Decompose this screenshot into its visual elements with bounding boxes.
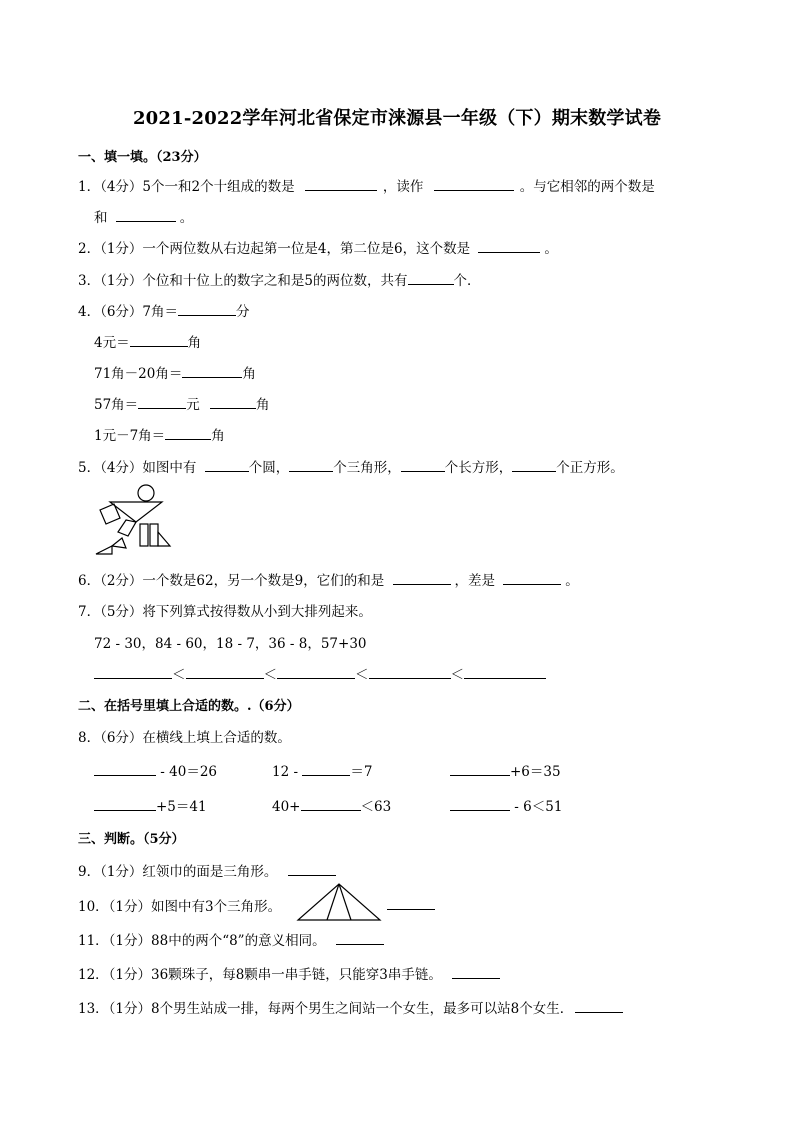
- q7-text-a: 7．（5分）将下列算式按得数从小到大排列起来。: [78, 604, 372, 620]
- q8-row2-col1: [94, 795, 207, 815]
- q2-text-b: 。: [544, 241, 558, 257]
- q8-row1-col2: [272, 760, 372, 780]
- question-2: [78, 237, 558, 257]
- figure-foot-triangle: [96, 546, 112, 554]
- question-4-line-4: [94, 393, 269, 413]
- question-4-line-2: [94, 331, 201, 351]
- q10-text: 10．（1分）如图中有3个三角形。: [78, 899, 282, 915]
- question-4-line-3: [94, 362, 256, 382]
- q10-blank[interactable]: [387, 895, 435, 910]
- q8-r1c2-text-b: ＝7: [350, 764, 373, 780]
- q12-text: 12．（1分）36颗珠子，每8颗串一串手链，只能穿3串手链。: [78, 967, 442, 983]
- q8-blank-3[interactable]: [450, 761, 510, 776]
- q8-row1-col3: [450, 760, 561, 780]
- question-1-line-2: [94, 206, 193, 226]
- q13-text: 13．（1分）8个男生站成一排，每两个男生之间站一个女生，最多可以站8个女生．: [78, 1001, 574, 1017]
- q8-blank-5[interactable]: [301, 796, 361, 811]
- question-13: [78, 997, 623, 1017]
- q4-blank-1[interactable]: [178, 301, 236, 316]
- q3-text-a: 3．（1分）个位和十位上的数字之和是5的两位数，共有: [78, 273, 408, 289]
- q8-row1-col1: [94, 760, 217, 780]
- q4-blank-3[interactable]: [182, 363, 242, 378]
- figure-circle: [138, 485, 154, 501]
- question-6: [78, 569, 579, 589]
- q8-r1c3-text: +6＝35: [510, 764, 561, 780]
- figure-middle-square: [118, 520, 136, 536]
- q1-text-c: 。与它相邻的两个数是: [519, 179, 655, 195]
- q8-r2c2-text-b: ＜63: [360, 799, 392, 815]
- figure-right-triangle: [158, 532, 170, 546]
- figure-rectangle-1: [140, 524, 148, 546]
- q1-text-a: 1．（4分）5个一和2个十组成的数是: [78, 179, 295, 195]
- question-7-order-line: [94, 663, 546, 683]
- q5-text-d: 个长方形，: [444, 460, 513, 476]
- question-7: [78, 600, 372, 620]
- q2-text-a: 2．（1分）一个两位数从右边起第一位是4，第二位是6，这个数是: [78, 241, 471, 257]
- q4-text-5a: 1元－7角＝: [94, 428, 166, 444]
- q8-r1c1-text: - 40＝26: [160, 764, 218, 780]
- q10-answer: [387, 895, 435, 914]
- shapes-figure: [94, 484, 174, 556]
- q5-blank-2[interactable]: [289, 457, 333, 472]
- q7-lt-2: ＜: [263, 667, 277, 683]
- q2-blank[interactable]: [478, 238, 540, 253]
- q4-text-5b: 角: [211, 428, 225, 444]
- question-10: [78, 895, 281, 915]
- q4-text-1a: 4．（6分）7角＝: [78, 304, 179, 320]
- q5-text-e: 个正方形。: [556, 460, 624, 476]
- figure-bottom-triangle: [112, 538, 126, 548]
- q7-blank-1[interactable]: [94, 664, 172, 679]
- q4-blank-6[interactable]: [165, 425, 211, 440]
- q5-text-a: 5．（4分）如图中有: [78, 460, 197, 476]
- question-11: [78, 929, 384, 949]
- q9-blank[interactable]: [288, 861, 336, 876]
- q5-text-c: 个三角形，: [333, 460, 401, 476]
- q8-blank-2[interactable]: [302, 761, 350, 776]
- q1-blank-2[interactable]: [434, 176, 514, 191]
- q4-text-1b: 分: [236, 304, 250, 320]
- q4-text-3a: 71角－20角＝: [94, 366, 183, 382]
- q6-text-b: ，差是: [454, 573, 495, 589]
- question-7-expressions: 72 - 30，84 - 60，18 - 7，36 - 8，57+30: [94, 636, 367, 652]
- question-4: [78, 300, 250, 320]
- q7-blank-3[interactable]: [277, 664, 355, 679]
- q6-text-a: 6．（2分）一个数是62，另一个数是9，它们的和是: [78, 573, 385, 589]
- question-3: [78, 269, 481, 289]
- q12-blank[interactable]: [452, 964, 500, 979]
- q4-text-4c: 角: [255, 397, 270, 413]
- question-5: [78, 456, 624, 476]
- q5-blank-4[interactable]: [512, 457, 556, 472]
- question-8: [78, 726, 291, 746]
- figure-rectangle-2: [150, 524, 158, 546]
- section-2-heading: 二、在括号里填上合适的数。.（6分）: [78, 699, 300, 714]
- q4-text-2b: 角: [187, 335, 202, 351]
- q8-r2c1-text: +5＝41: [156, 799, 207, 815]
- q1-blank-1[interactable]: [305, 176, 377, 191]
- q8-blank-6[interactable]: [450, 796, 510, 811]
- section-1-heading: 一、填一填。（23分）: [78, 150, 207, 165]
- q1-text-d: 和: [94, 210, 108, 226]
- question-9: [78, 860, 336, 880]
- q4-text-2a: 4元＝: [94, 335, 130, 351]
- q6-text-c: 。: [565, 573, 579, 589]
- q8-blank-1[interactable]: [94, 761, 156, 776]
- q7-blank-5[interactable]: [464, 664, 546, 679]
- q6-blank-2[interactable]: [503, 570, 561, 585]
- q4-blank-2[interactable]: [130, 332, 188, 347]
- q9-text: 9．（1分）红领巾的面是三角形。: [78, 864, 278, 880]
- q8-r1c2-text-a: 12 -: [272, 764, 299, 780]
- q1-text-b: ，读作: [382, 179, 424, 195]
- q11-text: 11．（1分）88中的两个“8”的意义相同。: [78, 933, 326, 949]
- page-title: 2021-2022学年河北省保定市涞源县一年级（下）期末数学试卷: [132, 108, 662, 129]
- q4-blank-4[interactable]: [138, 394, 186, 409]
- figure-outer-triangle: [298, 884, 380, 920]
- q7-blank-2[interactable]: [186, 664, 264, 679]
- q4-blank-5[interactable]: [210, 394, 256, 409]
- section-3-heading: 三、判断。（5分）: [78, 832, 185, 847]
- q8-text-a: 8．（6分）在横线上填上合适的数。: [78, 730, 291, 746]
- q8-r2c3-text: - 6＜51: [514, 799, 563, 815]
- q4-text-3b: 角: [242, 366, 256, 382]
- q5-text-b: 个圆，: [248, 460, 290, 476]
- q5-blank-1[interactable]: [205, 457, 249, 472]
- q3-blank[interactable]: [408, 270, 454, 285]
- q13-blank[interactable]: [575, 998, 623, 1013]
- q3-text-b: 个．: [453, 273, 481, 289]
- q1-blank-3[interactable]: [116, 207, 176, 222]
- q7-lt-4: ＜: [450, 667, 464, 683]
- q5-blank-3[interactable]: [401, 457, 445, 472]
- q8-r2c2-text-a: 40+: [272, 799, 301, 815]
- q7-lt-1: ＜: [172, 667, 186, 683]
- q8-row2-col3: [450, 795, 562, 815]
- q1-text-e: 。: [179, 210, 194, 226]
- q4-text-4a: 57角＝: [94, 397, 139, 413]
- triangle-figure: [296, 882, 382, 922]
- q7-blank-4[interactable]: [369, 664, 451, 679]
- question-4-line-5: [94, 424, 225, 444]
- question-12: [78, 963, 500, 983]
- q8-row2-col2: [272, 795, 391, 815]
- question-1: [78, 175, 655, 195]
- q8-blank-4[interactable]: [94, 796, 156, 811]
- q7-lt-3: ＜: [355, 667, 369, 683]
- q6-blank-1[interactable]: [393, 570, 451, 585]
- q4-text-4b: 元: [186, 397, 200, 413]
- q11-blank[interactable]: [336, 930, 384, 945]
